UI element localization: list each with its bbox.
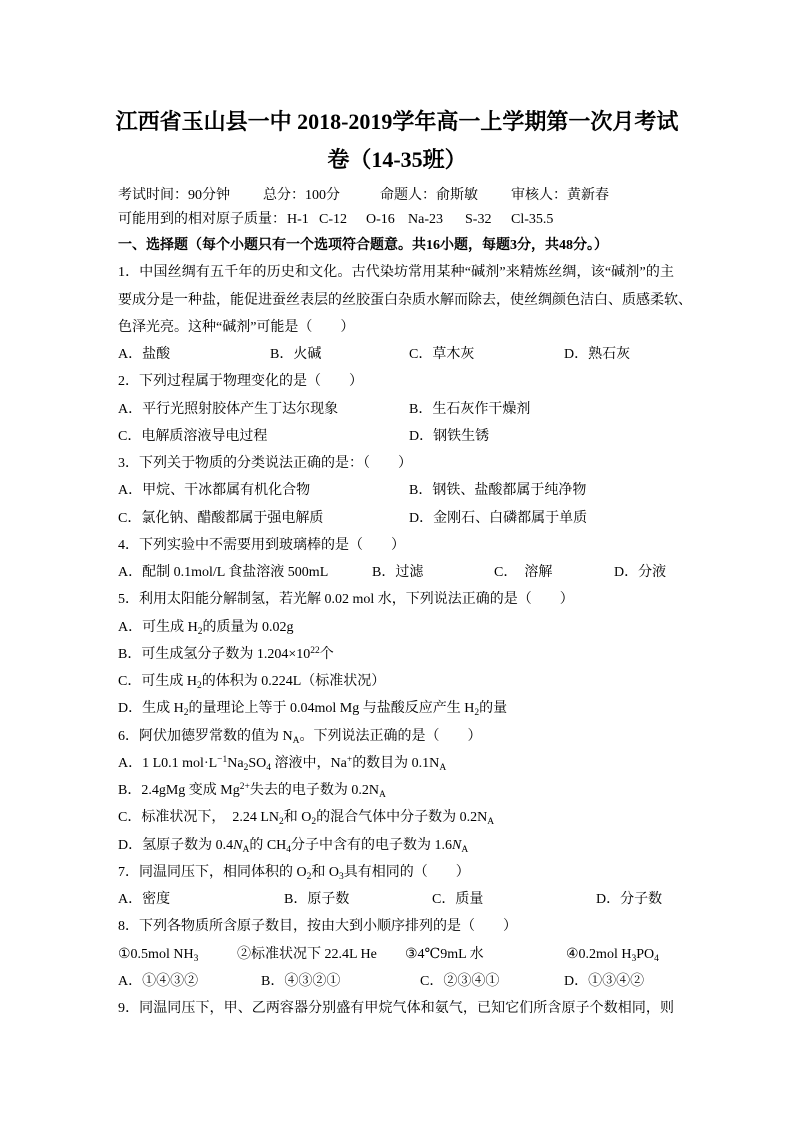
atomic-mass-s: S-32 (465, 212, 492, 227)
q8-option-a: A．①④③② (118, 973, 199, 989)
q4-option-c: C． 溶解 (494, 565, 553, 580)
q2-options-row-2 (118, 423, 674, 450)
q8-items (118, 941, 674, 968)
q6-option-b (118, 777, 674, 804)
q2-stem: 2．下列过程属于物理变化的是（ ） (118, 374, 363, 390)
subscript: A (487, 817, 495, 828)
q1-stem-line-2: 要成分是一种盐，能促进蚕丝表层的丝胶蛋白杂质水解而除去，使丝绸颜色洁白、质感柔软、 (118, 292, 692, 308)
q1-stem-line-1: 1．中国丝绸有五千年的历史和文化。古代染坊常用某种“碱剂”来精炼丝绸，该“碱剂”的主 (118, 265, 674, 281)
superscript: 22 (310, 645, 320, 656)
q6-option-b-text: B．2.4gMg 变成 Mg (118, 783, 240, 798)
q6-stem-text: 6．阿伏加德罗常数的值为 N (118, 728, 293, 744)
q6-option-a-text: Na (227, 755, 244, 771)
exam-info (118, 184, 674, 208)
atomic-masses (118, 208, 674, 232)
exam-title (0, 103, 794, 179)
q2-option-b: B．生石灰作干燥剂 (409, 401, 531, 417)
q2-option-d: D．钢铁生锈 (409, 428, 490, 444)
superscript: −1 (217, 754, 228, 765)
atomic-mass-c: C-12 (319, 212, 347, 227)
q7-stem-text: 具有相同的（ ） (343, 864, 470, 880)
q6-option-d-text: 分子中含有的电子数为 1.6 (291, 837, 453, 853)
q1-options (118, 341, 674, 368)
q6-option-d-text: D．氢原子数为 0.4 (118, 837, 234, 853)
q6-option-b-text: 失去的电子数为 0.2N (249, 783, 379, 798)
subscript: 2 (474, 708, 480, 719)
subscript: 3 (193, 953, 199, 964)
q4-options (118, 559, 674, 586)
q3-option-b: B．钢铁、盐酸都属于纯净物 (409, 483, 587, 499)
reviewer: 审核人：黄新春 (511, 188, 609, 203)
q7-stem (118, 859, 674, 886)
subscript: 2 (196, 681, 202, 691)
q8-item-1-text: ①0.5mol NH (118, 946, 194, 962)
subscript: 3 (339, 871, 344, 882)
q1-option-c: C．草木灰 (409, 347, 475, 362)
q6-option-a-text: 溶液中，Na (271, 755, 347, 771)
q7-option-d: D．分子数 (596, 892, 663, 907)
q8-item-2: ②标准状况下 22.4L He (237, 946, 377, 962)
atomic-mass-cl: Cl-35.5 (511, 212, 554, 227)
subscript: 2 (197, 626, 203, 637)
subscript: A (378, 790, 386, 800)
q1-option-a: A．盐酸 (118, 347, 171, 362)
q5-option-a (118, 614, 674, 641)
italic-n: N (452, 837, 462, 853)
q2-option-a: A．平行光照射胶体产生丁达尔现象 (118, 401, 339, 417)
q5-option-d-text: 的量 (479, 701, 508, 717)
subscript: 4 (654, 953, 659, 964)
q6-option-c-text: 的混合气体中分子数为 0.2N (316, 810, 488, 826)
q2-options-row-1 (118, 396, 674, 423)
q5-option-d (118, 695, 674, 722)
q7-options (118, 886, 674, 913)
q6-option-d-text: 的 CH (249, 837, 287, 853)
q6-stem-text: 。下列说法正确的是（ ） (299, 728, 482, 744)
q8-item-1 (118, 941, 198, 968)
q6-stem (118, 723, 674, 750)
q2-option-c: C．电解质溶液导电过程 (118, 428, 268, 444)
q5-option-b-text: B．可生成氢分子数为 1.204×10 (118, 646, 311, 662)
subscript: 2 (306, 871, 312, 882)
subscript: 4 (266, 762, 271, 773)
q7-stem-text: 和 O (311, 864, 339, 880)
q6-option-d (118, 832, 674, 859)
q7-option-a: A．密度 (118, 892, 171, 907)
exam-time: 考试时间：90分钟 (118, 188, 230, 203)
atomic-mass-na: Na-23 (408, 212, 443, 227)
q5-option-b (118, 641, 674, 668)
q6-option-c (118, 804, 674, 831)
q4-option-d: D．分液 (614, 565, 667, 580)
q3-stem: 3．下列关于物质的分类说法正确的是：（ ） (118, 456, 412, 471)
q9-stem: 9．同温同压下，甲、乙两容器分别盛有甲烷气体和氨气，已知它们所含原子个数相同，则 (118, 1001, 674, 1016)
superscript: + (346, 754, 353, 765)
section-heading: 一、选择题（每个小题只有一个选项符合题意。共16小题，每题3分，共48分。） (118, 238, 608, 253)
q6-option-a-text: 的数目为 0.1N (352, 755, 440, 771)
q6-option-a-text: A．1 L0.1 mol·L (118, 755, 218, 771)
q3-option-a: A．甲烷、干冰都属有机化合物 (118, 483, 311, 499)
q3-options-row-2 (118, 505, 674, 532)
q5-option-b-text: 个 (319, 646, 334, 662)
q6-option-c-text: 和 O (283, 810, 312, 826)
q5-option-d-text: 的量理论上等于 0.04mol Mg 与盐酸反应产生 H (188, 701, 475, 717)
italic-n: N (233, 837, 243, 853)
subscript: 2 (311, 817, 317, 828)
q1-option-b: B．火碱 (270, 347, 322, 362)
atomic-mass-h: H-1 (287, 212, 309, 227)
q4-option-b: B．过滤 (372, 565, 424, 580)
q4-option-a: A．配制 0.1mol/L 食盐溶液 500mL (118, 565, 329, 580)
q7-option-b: B．原子数 (284, 892, 350, 907)
exam-content (118, 184, 692, 1022)
q5-stem: 5．利用太阳能分解制氢，若光解 0.02 mol 水，下列说法正确的是（ ） (118, 592, 574, 608)
q8-option-b: B．④③②① (261, 973, 341, 989)
q8-item-4 (566, 941, 659, 968)
subscript: 2 (243, 762, 249, 773)
q5-option-c-text: C．可生成 H (118, 674, 197, 689)
q8-options (118, 968, 674, 995)
total-score: 总分：100分 (263, 188, 340, 203)
q8-item-3: ③4℃9mL 水 (405, 946, 484, 962)
q8-option-d: D．①③④② (564, 973, 645, 989)
q3-option-c: C．氯化钠、醋酸都属于强电解质 (118, 510, 324, 526)
q7-stem-text: 7．同温同压下，相同体积的 O (118, 864, 307, 880)
q8-item-4-text: PO (636, 946, 655, 962)
superscript: 2+ (239, 782, 250, 792)
q1-option-d: D．熟石灰 (564, 347, 631, 362)
q5-option-c (118, 668, 674, 695)
atomic-masses-label: 可能用到的相对原子质量： (118, 212, 286, 227)
subscript: 3 (631, 953, 637, 964)
q5-option-d-text: D．生成 H (118, 701, 184, 717)
q3-option-d: D．金刚石、白磷都属于单质 (409, 510, 588, 526)
subscript: A (461, 844, 469, 855)
q7-option-c: C．质量 (432, 892, 484, 907)
atomic-mass-o: O-16 (366, 212, 395, 227)
subscript: A (292, 735, 300, 746)
q8-stem: 8．下列各物质所含原子数目，按由大到小顺序排列的是（ ） (118, 919, 517, 935)
q8-option-c: C．②③④① (420, 973, 500, 989)
subscript: 2 (279, 817, 284, 828)
q4-stem: 4．下列实验中不需要用到玻璃棒的是（ ） (118, 537, 405, 553)
title-line-1: 江西省玉山县一中 2018-2019学年高一上学期第一次月考试 (115, 109, 679, 134)
q8-item-4-text: ④0.2mol H (566, 946, 632, 962)
q6-option-c-text: C．标准状况下， 2.24 LN (118, 810, 279, 826)
q3-options-row-1 (118, 477, 674, 504)
subscript: 4 (286, 844, 292, 855)
q6-option-a-text: SO (248, 755, 267, 771)
subscript: A (242, 844, 250, 855)
q1-stem-line-3: 色泽光亮。这种“碱剂”可能是（ ） (118, 319, 355, 335)
question-author: 命题人：俞斯敏 (380, 188, 478, 203)
subscript: 2 (183, 708, 189, 719)
subscript: A (439, 762, 447, 773)
q5-option-a-text: 的质量为 0.02g (202, 619, 294, 635)
q6-option-a (118, 750, 674, 777)
title-line-2: 卷（14-35班） (327, 147, 467, 172)
q5-option-c-text: 的体积为 0.224L（标准状况） (201, 674, 386, 689)
q5-option-a-text: A．可生成 H (118, 619, 198, 635)
